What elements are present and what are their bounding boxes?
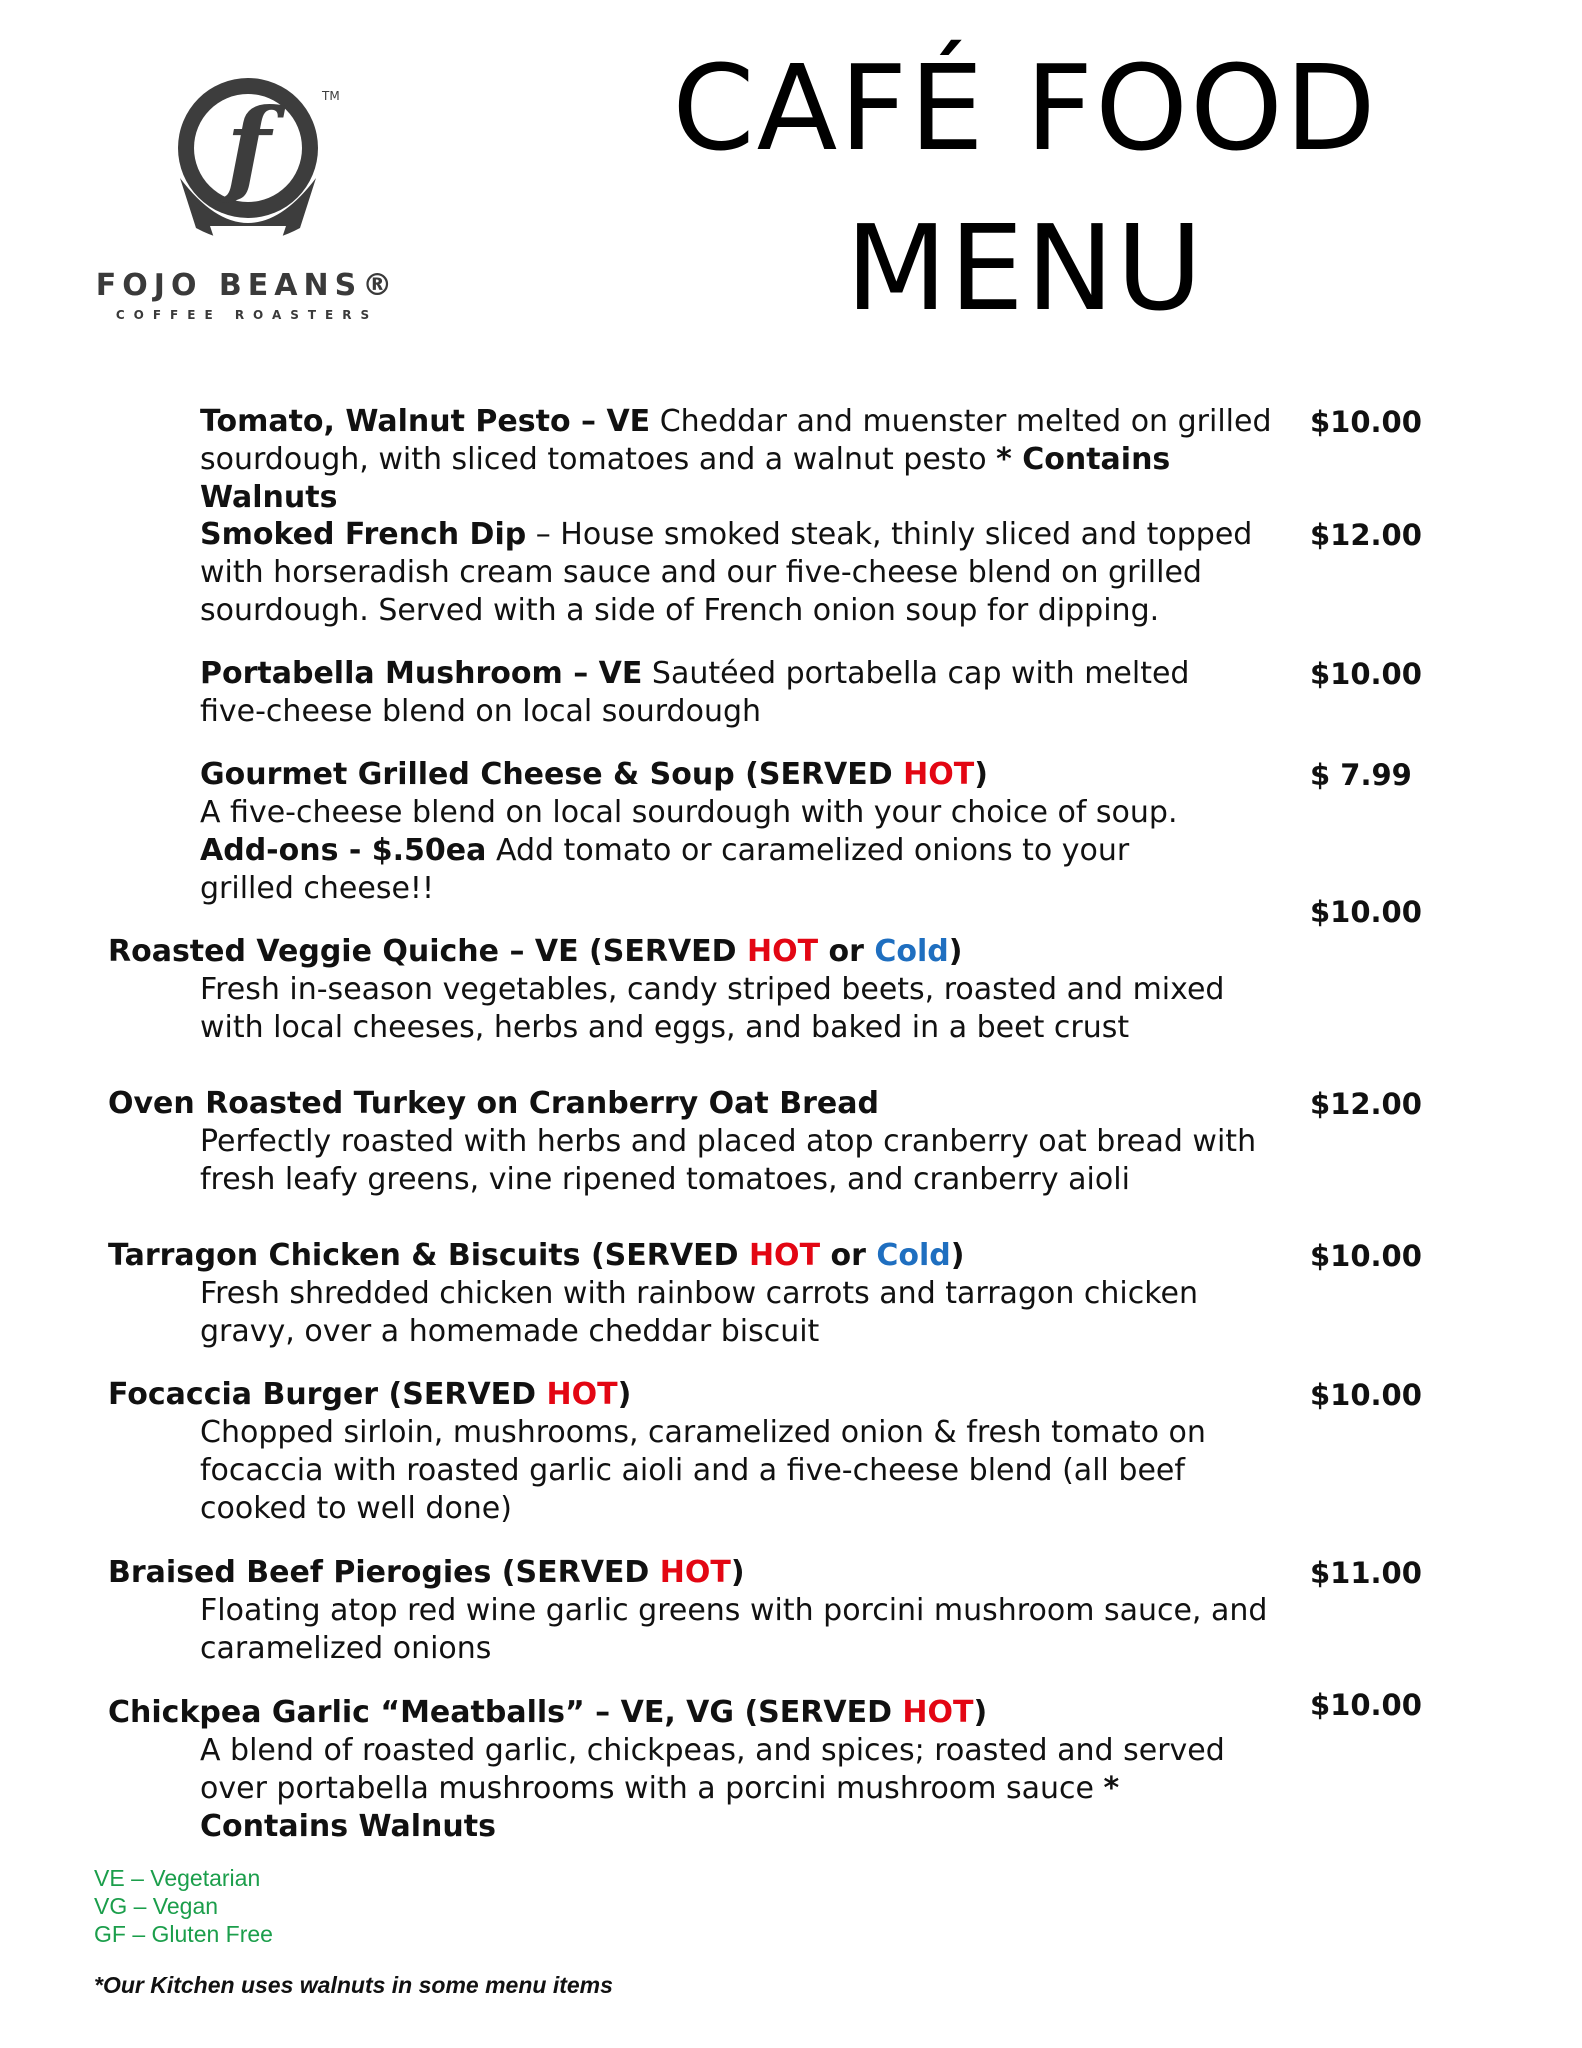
menu-item-heading: Roasted Veggie Quiche – VE (SERVED HOT or Cold) [108, 934, 963, 969]
menu-item-price: $ 7.99 [1310, 758, 1412, 792]
menu-item-heading [108, 1085, 1188, 1123]
menu-item-name: Roasted Veggie Quiche – VE (SERVED [108, 934, 748, 969]
fojo-cup-logo-icon [150, 78, 350, 258]
menu-item-description: Floating atop red wine garlic greens with porcini mushroom sauce, and caramelized onions [200, 1593, 1268, 1666]
menu-item-name: Portabella Mushroom – VE [200, 656, 643, 691]
menu-item-price: $11.00 [1310, 1556, 1422, 1590]
title-line-1: CAFÉ FOOD [672, 39, 1378, 177]
menu-item-name: Smoked French Dip [200, 517, 527, 552]
menu-item-name: Tomato, Walnut Pesto – VE [200, 404, 651, 439]
served-hot-label: HOT [546, 1377, 618, 1412]
menu-item-description: Fresh shredded chicken with rainbow carrots and tarragon chicken gravy, over a homemade cheddar biscuit [200, 1276, 1198, 1349]
menu-item-description: A blend of roasted garlic, chickpeas, and spices; roasted and served over portabella mushrooms with a porcini mushroom sauce * Contains Walnuts [200, 1733, 1225, 1844]
diet-legend [94, 1864, 273, 1948]
menu-item-heading: Braised Beef Pierogies (SERVED HOT) [108, 1555, 745, 1590]
legend-gluten-free: GF – Gluten Free [94, 1921, 273, 1947]
menu-item-price: $10.00 [1310, 405, 1422, 439]
menu-item-name: Focaccia Burger (SERVED [108, 1377, 547, 1412]
served-hot-label: HOT [748, 1238, 821, 1273]
menu-item-name: Gourmet Grilled Cheese & Soup (SERVED [200, 757, 904, 792]
page-title [640, 28, 1410, 348]
svg-text:f: f [226, 85, 271, 208]
menu-item-name: Braised Beef Pierogies (SERVED [108, 1555, 660, 1590]
allergen-warning: * Contains Walnuts [200, 1771, 1120, 1844]
menu-item-price: $10.00 [1310, 1239, 1422, 1273]
served-hot-label: HOT [902, 1695, 974, 1730]
walnut-note: *Our Kitchen uses walnuts in some menu items [94, 1972, 613, 1998]
served-hot-label: HOT [659, 1555, 731, 1590]
menu-item-heading: Tarragon Chicken & Biscuits (SERVED HOT or Cold) [108, 1238, 965, 1273]
menu-item-description: Smoked French Dip – House smoked steak, thinly sliced and topped with horseradish cream sauce and our five-cheese blend on grilled sourdough. Served with a side of French onion soup for dipping. [200, 517, 1253, 628]
allergen-warning: * Contains Walnuts [200, 442, 1171, 515]
menu-item-name: Chickpea Garlic “Meatballs” – VE, VG (SERVED [108, 1695, 903, 1730]
menu-item-name: Tarragon Chicken & Biscuits (SERVED [108, 1238, 749, 1273]
brand-name: FOJO BEANS® [95, 268, 399, 303]
menu-item-price: $10.00 [1310, 895, 1422, 929]
menu-item-heading: Chickpea Garlic “Meatballs” – VE, VG (SERVED HOT) [108, 1695, 988, 1730]
served-cold-label: Cold [874, 934, 949, 969]
menu-item-price: $12.00 [1310, 518, 1422, 552]
menu-item-price: $10.00 [1310, 657, 1422, 691]
svg-text:TM: TM [322, 89, 340, 103]
served-hot-label: HOT [747, 934, 819, 969]
served-hot-label: HOT [903, 757, 975, 792]
legend-vegetarian: VE – Vegetarian [94, 1865, 261, 1891]
menu-item-name: Oven Roasted Turkey on Cranberry Oat Bread [108, 1086, 879, 1121]
menu-item-description: Fresh in-season vegetables, candy striped beets, roasted and mixed with local cheeses, herbs and eggs, and baked in a beet crust [200, 972, 1225, 1045]
menu-item-description: Portabella Mushroom – VE Sautéed portabella cap with melted five-cheese blend on local sourdough [200, 656, 1190, 729]
served-cold-label: Cold [876, 1238, 951, 1273]
brand-logo [92, 78, 402, 322]
legend-vegan: VG – Vegan [94, 1893, 219, 1919]
menu-item-description: Tomato, Walnut Pesto – VE Cheddar and muenster melted on grilled sourdough, with sliced tomatoes and a walnut pesto * Contains Walnuts [200, 404, 1272, 515]
addons-label: Add-ons - $.50ea [200, 833, 487, 868]
menu-item-description: Chopped sirloin, mushrooms, caramelized onion & fresh tomato on focaccia with roasted garlic aioli and a five-cheese blend (all beef cooked to well done) [200, 1415, 1206, 1526]
title-line-2: MENU [845, 199, 1205, 337]
menu-item-price: $10.00 [1310, 1688, 1422, 1722]
brand-subtitle: COFFEE ROASTERS [115, 308, 379, 322]
menu-item-heading: Focaccia Burger (SERVED HOT) [108, 1377, 632, 1412]
menu-item-description: Perfectly roasted with herbs and placed atop cranberry oat bread with fresh leafy greens, vine ripened tomatoes, and cranberry aioli [200, 1124, 1257, 1197]
menu-item-price: $10.00 [1310, 1378, 1422, 1412]
menu-item-description: Gourmet Grilled Cheese & Soup (SERVED HOT) A five-cheese blend on local sourdough with your choice of soup. Add-ons - $.50ea Add tomato or caramelized onions to your grilled cheese!! [200, 757, 1178, 906]
menu-item-price: $12.00 [1310, 1087, 1422, 1121]
